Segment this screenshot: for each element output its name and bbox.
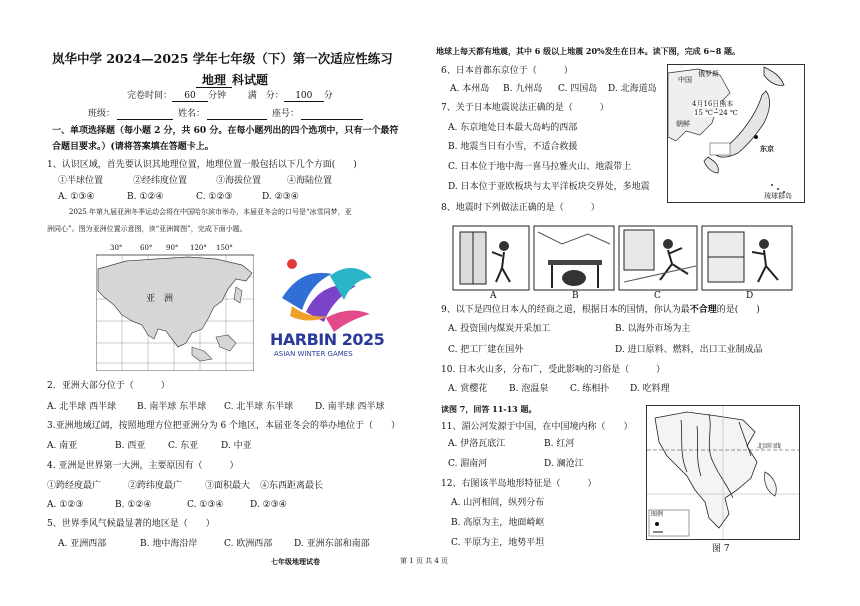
map-tick: 60° [140, 244, 153, 252]
q7-option-c[interactable]: C. 日本位于地中海一喜马拉雅火山、地震带上 [448, 162, 632, 172]
q1-option-b[interactable]: B. ①②④ [127, 192, 164, 202]
question-9: 9、以下是四位日本人的经商之道，根据日本的国情，你认为最不合理的是( ) [441, 305, 760, 315]
q6-option-c[interactable]: C. 四国岛 [558, 84, 598, 94]
class-field[interactable] [117, 119, 173, 120]
page-footer: 第 1 页 共 4 页 [400, 557, 449, 565]
japan-map [667, 64, 805, 203]
logo-text: HARBIN 2025 [270, 330, 385, 349]
fig7-tropic-label: 北回归线 [757, 443, 782, 450]
q10-option-d[interactable]: D. 吃料理 [630, 384, 670, 394]
q1-item: ③海拔位置 [216, 176, 262, 186]
q11-option-d[interactable]: D. 澜沧江 [544, 459, 584, 469]
map-note-kumamoto: 4月16日熊本 [692, 100, 734, 108]
q4-option-d[interactable]: D. ②③④ [250, 500, 287, 510]
q7-option-d[interactable]: D. 日本位于亚欧板块与太平洋板块交界处，多地震 [448, 182, 650, 192]
fig7-legend: 图例 [651, 511, 664, 518]
q3-option-c[interactable]: C. 东亚 [168, 441, 199, 451]
map-label-china: 中国 [678, 76, 692, 84]
q4-item: ③面积最大 [205, 481, 251, 491]
q4-item: ④东西距离最长 [260, 481, 324, 491]
question-11: 11、湄公河发源于中国，在中国境内称（ ） [441, 422, 633, 432]
q3-option-a[interactable]: A. 南亚 [47, 441, 78, 451]
map-tick: 150° [216, 244, 233, 252]
logo-subtext: ASIAN WINTER GAMES [274, 350, 353, 358]
figure-7-map [646, 405, 800, 540]
question-7: 7、关于日本地震说法正确的是（ ） [441, 103, 609, 113]
q6-option-a[interactable]: A. 本州岛 [450, 84, 490, 94]
map-tick: 30° [110, 244, 123, 252]
subject-name: 地理 [196, 73, 232, 88]
map-label-korea: 朝鲜 [676, 120, 690, 128]
question-12: 12、右图该半岛地形特征是（ ） [441, 479, 597, 489]
q2-option-d[interactable]: D. 南半球 西半球 [315, 402, 385, 412]
q1-option-c[interactable]: C. ①②③ [196, 192, 233, 202]
q7-option-a[interactable]: A. 东京地处日本最大岛屿的西部 [448, 123, 578, 133]
right-intro: 地球上每天都有地震，其中 6 级以上地震 20%发生在日本。读下图，完成 6~8 题。 [436, 46, 741, 56]
subject-line [196, 74, 268, 86]
name-label: 姓名： [178, 109, 206, 119]
section-heading: 一、单项选择题（每小题 2 分，共 60 分。在每小题列出的四个选项中，只有一个最符 [52, 126, 399, 136]
q3-option-b[interactable]: B. 西亚 [115, 441, 146, 451]
q9-emphasis: 不合理 [689, 305, 717, 315]
q4-item: ②跨纬度最广 [128, 481, 183, 491]
read-figure-7: 读图 7，回答 11-13 题。 [441, 404, 537, 414]
question-2: 2．亚洲大部分位于（ ） [47, 381, 170, 391]
exam-info-line [127, 92, 333, 102]
map-tick: 90° [166, 244, 179, 252]
q8-label-d[interactable]: D [746, 291, 754, 301]
q8-label-b[interactable]: B [572, 291, 579, 301]
question-6: 6、日本首都东京位于（ ） [441, 66, 573, 76]
page-title: 岚华中学 2024—2025 学年七年级（下）第一次适应性练习 [52, 51, 393, 66]
question-10: 10. 日本火山多，分布广，受此影响的习俗是（ ） [441, 365, 666, 375]
harbin-2025-logo [270, 256, 385, 364]
q10-option-a[interactable]: A. 赏樱花 [448, 384, 488, 394]
map-note-temperature: 15 ℃~24 ℃ [694, 109, 738, 117]
figure-7-caption: 图 7 [712, 544, 730, 554]
q4-option-c[interactable]: C. ①③④ [187, 500, 224, 510]
q4-option-b[interactable]: B. ①②④ [115, 500, 152, 510]
map-tick: 120° [190, 244, 207, 252]
q6-option-b[interactable]: B. 九州岛 [503, 84, 543, 94]
intro-passage: 2025 年第九届亚洲冬季运动会将在中国哈尔滨市举办，本届亚冬会的口号是“冰雪同梦，亚 [69, 208, 352, 216]
time-label: 完卷时间： [127, 91, 173, 101]
q5-option-a[interactable]: A. 亚洲西部 [58, 539, 107, 549]
class-label: 班级： [88, 109, 116, 119]
q6-option-d[interactable]: D. 北海道岛 [608, 84, 657, 94]
time-value: 60 [172, 92, 208, 102]
q7-option-b[interactable]: B. 地震当日有小雪，不适合救援 [448, 142, 578, 152]
q1-item: ②经纬度位置 [133, 176, 188, 186]
question-3: 3.亚洲地域辽阔，按照地理方位把亚洲分为 6 个地区，本届亚冬会的举办地位于（ ） [47, 421, 401, 431]
question-8: 8、地震时下列做法正确的是（ ） [441, 203, 600, 213]
q8-label-a[interactable]: A [490, 291, 497, 301]
question-4: 4. 亚洲是世界第一大洲，主要原因有（ ） [47, 461, 239, 471]
q12-option-c[interactable]: C. 平原为主，地势平坦 [451, 538, 545, 548]
q2-option-a[interactable]: A. 北半球 西半球 [47, 402, 117, 412]
question-5: 5、世界季风气候最显著的地区是（ ） [47, 519, 215, 529]
seat-field[interactable] [301, 119, 363, 120]
score-label: 满 分： [247, 91, 284, 101]
q9-option-c[interactable]: C. 把工厂建在国外 [448, 345, 524, 355]
q11-option-a[interactable]: A. 伊洛瓦底江 [448, 439, 506, 449]
q10-option-c[interactable]: C. 练相扑 [570, 384, 610, 394]
q10-option-b[interactable]: B. 泡温泉 [509, 384, 549, 394]
map-label-tokyo: 东京 [760, 144, 774, 153]
q1-option-d[interactable]: D. ②③④ [262, 192, 299, 202]
question-1: 1、认识区域，首先要认识其地理位置，地理位置一般包括以下几个方面( ) [47, 160, 357, 170]
seat-label: 座号： [272, 109, 300, 119]
q4-item: ①跨经度最广 [47, 481, 102, 491]
q11-option-c[interactable]: C. 湄南河 [448, 459, 488, 469]
left-footer: 七年级地理试卷 [271, 557, 320, 566]
q8-label-c[interactable]: C [654, 291, 661, 301]
q12-option-a[interactable]: A. 山河相间，纵列分布 [451, 498, 545, 508]
intro-passage-cont: 洲同心”。图为亚洲位置示意图，读“亚洲简图”，完成下面小题。 [47, 225, 247, 233]
q2-option-c[interactable]: C. 北半球 东半球 [224, 402, 294, 412]
q9-option-d[interactable]: D. 进口原料、燃料，出口工业制成品 [615, 345, 763, 355]
q5-option-c[interactable]: C. 欧洲西部 [224, 539, 273, 549]
map-label-russia: 俄罗斯 [698, 70, 719, 78]
q12-option-b[interactable]: B. 高原为主，地面崎岖 [451, 518, 545, 528]
q9-option-a[interactable]: A. 投资国内煤炭开采加工 [448, 324, 551, 334]
q1-option-a[interactable]: A. ①③④ [58, 192, 95, 202]
time-unit: 分钟 [208, 91, 227, 101]
name-field[interactable] [207, 119, 267, 120]
earthquake-scenes [452, 222, 794, 302]
q2-option-b[interactable]: B. 南半球 东半球 [137, 402, 207, 412]
q1-item: ①半球位置 [58, 176, 104, 186]
map-label-asia: 亚 洲 [146, 294, 174, 304]
q4-option-a[interactable]: A. ①②③ [47, 500, 84, 510]
q3-option-d[interactable]: D. 中亚 [221, 441, 252, 451]
score-value: 100 [284, 92, 324, 102]
score-unit: 分 [323, 91, 333, 101]
q9-option-b[interactable]: B. 以海外市场为主 [615, 324, 691, 334]
map-label-ryukyu: 琉球群岛 [764, 192, 792, 200]
section-heading-cont: 合题目要求。）(请将答案填在答题卡上。 [52, 142, 214, 152]
q5-option-b[interactable]: B. 地中海沿岸 [140, 539, 198, 549]
asia-map [96, 244, 254, 371]
q1-item: ④海陆位置 [287, 176, 333, 186]
q11-option-b[interactable]: B. 红河 [544, 439, 575, 449]
q5-option-d[interactable]: D. 亚洲东部和南部 [294, 539, 370, 549]
subject-suffix: 科试题 [232, 73, 269, 87]
